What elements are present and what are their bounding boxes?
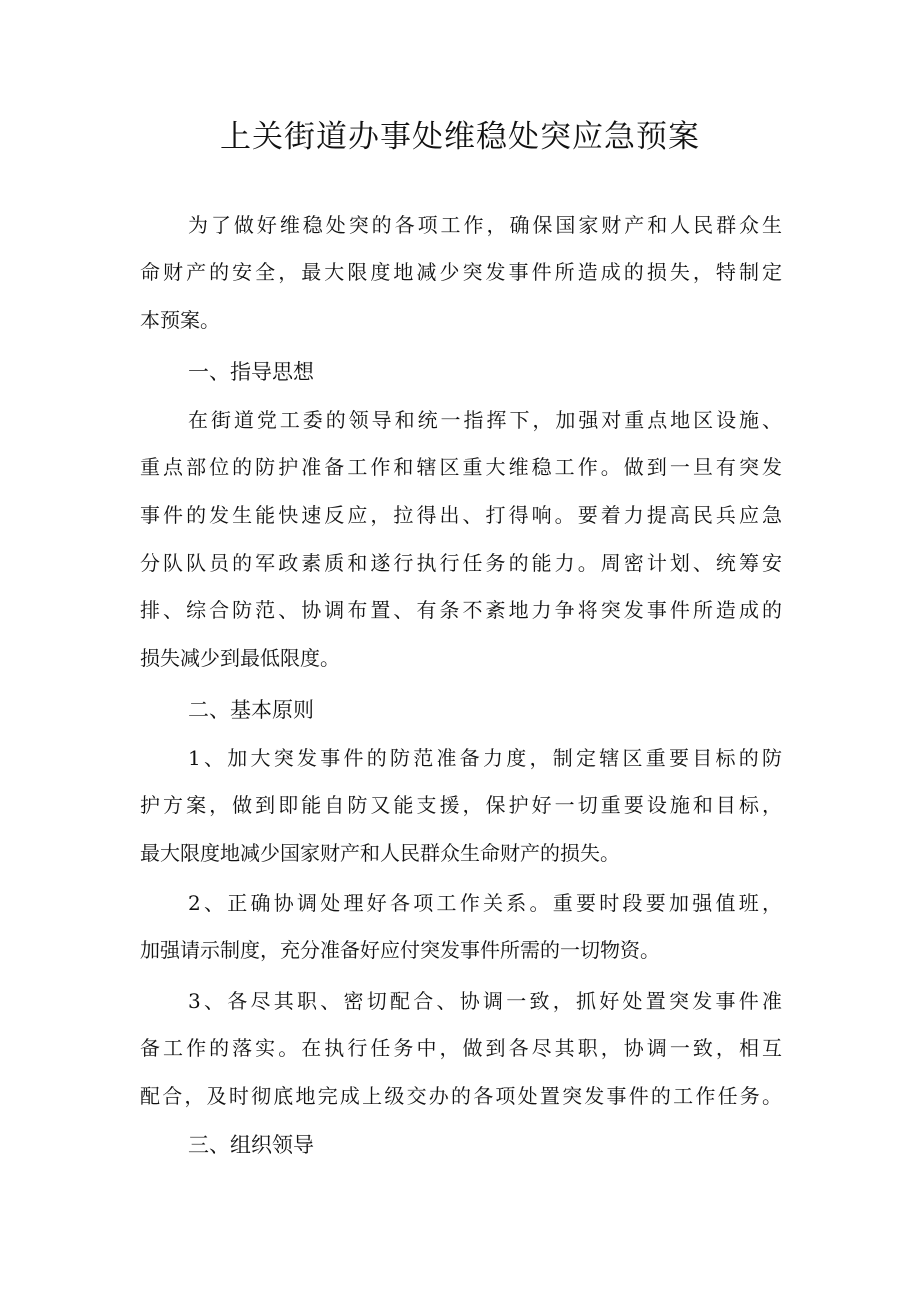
paragraph-line: 备工作的落实。在执行任务中，做到各尽其职，协调一致，相互 [140,1036,782,1060]
paragraph-line: 事件的发生能快速反应，拉得出、打得响。要着力提高民兵应急 [140,503,782,527]
paragraph-line: 3、各尽其职、密切配合、协调一致，抓好处置突发事件准 [188,989,782,1013]
paragraph-line: 重点部位的防护准备工作和辖区重大维稳工作。做到一旦有突发 [140,455,782,479]
paragraph-line: 加强请示制度，充分准备好应付突发事件所需的一切物资。 [140,938,660,962]
intro-line: 为了做好维稳处突的各项工作，确保国家财产和人民群众生 [188,213,782,237]
paragraph-line: 排、综合防范、协调布置、有条不紊地力争将突发事件所造成的 [140,598,782,622]
paragraph-line: 损失减少到最低限度。 [140,646,340,670]
section-heading-guiding-ideology: 一、指导思想 [188,360,314,384]
paragraph-line: 1、加大突发事件的防范准备力度，制定辖区重要目标的防 [188,746,782,770]
section-heading-organization-leadership: 三、组织领导 [188,1133,314,1157]
intro-line: 命财产的安全，最大限度地减少突发事件所造成的损失，特制定 [140,260,782,284]
paragraph-line: 配合，及时彻底地完成上级交办的各项处置突发事件的工作任务。 [140,1084,782,1108]
paragraph-line: 2、正确协调处理好各项工作关系。重要时段要加强值班， [188,891,782,915]
paragraph-line: 护方案，做到即能自防又能支援，保护好一切重要设施和目标， [140,793,782,817]
paragraph-line: 在街道党工委的领导和统一指挥下，加强对重点地区设施、 [188,408,782,432]
document-title: 上关街道办事处维稳处突应急预案 [220,119,700,155]
paragraph-line: 分队队员的军政素质和遂行执行任务的能力。周密计划、统筹安 [140,551,782,575]
section-heading-basic-principles: 二、基本原则 [188,698,314,722]
paragraph-line: 最大限度地减少国家财产和人民群众生命财产的损失。 [140,841,620,865]
intro-line: 本预案。 [140,308,220,332]
